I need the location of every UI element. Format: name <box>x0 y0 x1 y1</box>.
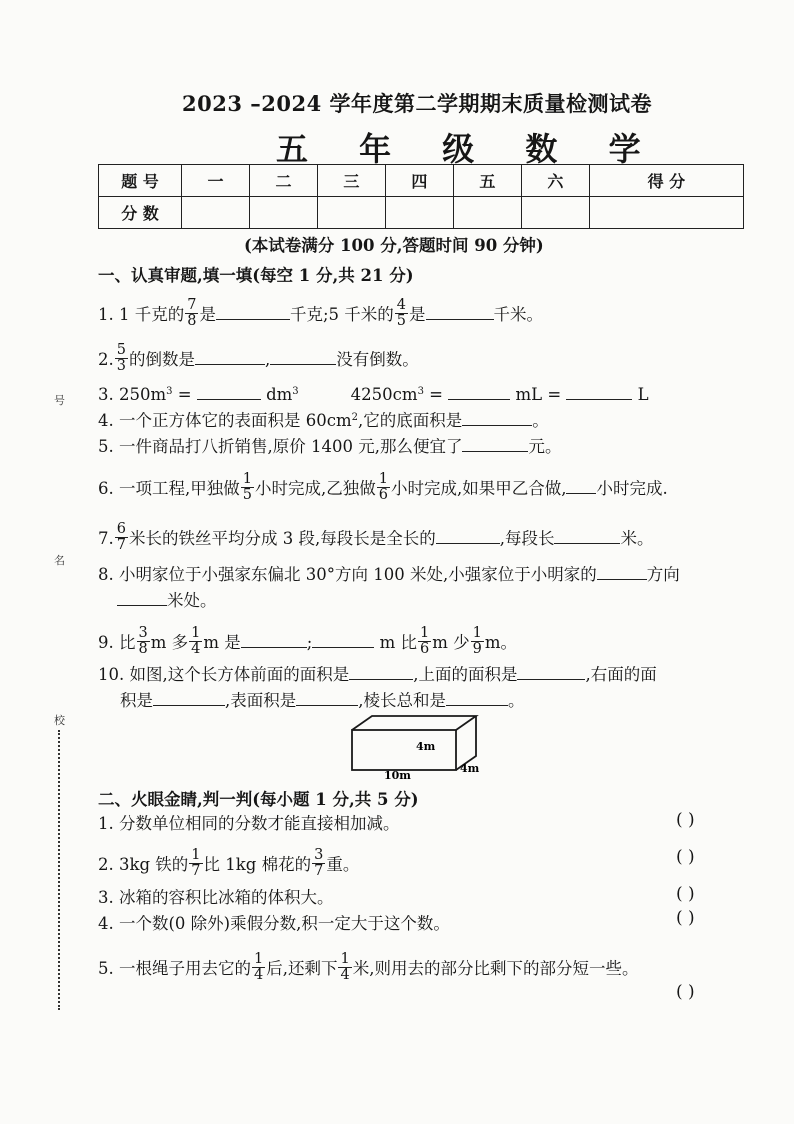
question-6: 6. 一项工程,甲独做 $\frac{1}{5}$ 小时完成,乙独做 $\frac{1}{6}$ 小时完成,如果甲乙合做, 小时完成. <box>98 471 668 503</box>
question-8-line2: 米处。 <box>117 590 217 611</box>
answer-blank[interactable] <box>554 528 620 544</box>
exam-note: (本试卷满分 100 分,答题时间 90 分钟) <box>244 236 544 255</box>
answer-blank[interactable] <box>312 632 374 648</box>
height-label: 4m <box>416 740 436 753</box>
cuboid-figure <box>340 710 500 782</box>
question-1: 1. 1 千克的 $\frac{7}{8}$ 是 千克;5 千米的 $\frac{4}{5}$ 是 千米。 <box>98 297 544 329</box>
table-cell: 得 分 <box>589 165 743 197</box>
depth-label: 4m <box>460 762 480 775</box>
answer-blank[interactable] <box>436 528 500 544</box>
judge-2: 2. 3kg 铁的 $\frac{1}{7}$ 比 1kg 棉花的 $\frac{3}{7}$ 重。 <box>98 847 360 879</box>
question-9: 9. 比 $\frac{3}{8}$ m 多 $\frac{1}{4}$ m 是 ; m 比 $\frac{1}{6}$ m 少 $\frac{1}{9}$ m。 <box>98 625 518 657</box>
answer-blank[interactable] <box>117 590 167 606</box>
judge-1: 1. 分数单位相同的分数才能直接相加减。 <box>98 814 400 833</box>
judge-answer-paren[interactable]: ( ) <box>676 884 695 904</box>
question-7: 7. $\frac{6}{7}$ 米长的铁丝平均分成 3 段,每段长是全长的 ,每段长 米。 <box>98 521 654 553</box>
score-cell[interactable] <box>317 197 385 229</box>
score-cell[interactable] <box>182 197 250 229</box>
margin-mark: 名 <box>54 554 65 567</box>
table-cell: 五 <box>453 165 521 197</box>
judge-answer-paren[interactable]: ( ) <box>676 847 695 867</box>
judge-answer-paren[interactable]: ( ) <box>676 810 695 830</box>
answer-blank[interactable] <box>153 690 225 706</box>
question-5: 5. 一件商品打八折销售,原价 1400 元,那么便宜了 元。 <box>98 437 562 456</box>
question-4: 4. 一个正方体它的表面积是 $60cm^2$,它的底面积是 。 <box>98 411 549 430</box>
judge-answer-paren[interactable]: ( ) <box>676 982 695 1002</box>
length-label: 10m <box>384 769 411 782</box>
answer-blank[interactable] <box>197 384 261 400</box>
question-text: 1. 1 千克的 <box>98 305 185 324</box>
answer-blank[interactable] <box>448 384 510 400</box>
fraction: $\frac{7}{8}$ <box>187 297 197 329</box>
question-8: 8. 小明家位于小强家东偏北 30°方向 100 米处,小强家位于小明家的 方向 <box>98 565 680 584</box>
answer-blank[interactable] <box>517 664 585 680</box>
score-cell[interactable] <box>385 197 453 229</box>
answer-blank[interactable] <box>349 664 413 680</box>
section-heading: 一、认真审题,填一填(每空 1 分,共 21 分) <box>98 266 414 285</box>
fraction: $\frac{3}{8}$ <box>138 625 148 657</box>
table-cell: 分 数 <box>99 197 182 229</box>
fraction: $\frac{1}{5}$ <box>242 471 252 503</box>
question-10-line2: 积是 ,表面积是 ,棱长总和是 。 <box>120 691 525 710</box>
subject-title: 五 年 级 数 学 <box>276 130 661 168</box>
answer-blank[interactable] <box>462 436 528 452</box>
fraction: $\frac{1}{6}$ <box>378 471 388 503</box>
section-heading: 二、火眼金睛,判一判(每小题 1 分,共 5 分) <box>98 790 419 809</box>
judge-5: 5. 一根绳子用去它的 $\frac{1}{4}$ 后,还剩下 $\frac{1}{4}$ 米,则用去的部分比剩下的部分短一些。 <box>98 951 639 983</box>
table-cell: 一 <box>182 165 250 197</box>
judge-3: 3. 冰箱的容积比冰箱的体积大。 <box>98 888 334 907</box>
fraction: $\frac{5}{3}$ <box>116 342 126 374</box>
question-3: 3. $250m^3 = dm^3$ $4250cm^3$ = mL = L <box>98 385 649 404</box>
table-row <box>99 197 744 229</box>
score-cell[interactable] <box>453 197 521 229</box>
question-2: 2. $\frac{5}{3}$ 的倒数是 , 没有倒数。 <box>98 342 419 374</box>
answer-blank[interactable] <box>216 304 290 320</box>
question-10: 10. 如图,这个长方体前面的面积是 ,上面的面积是 ,右面的面 <box>98 665 657 684</box>
judge-4: 4. 一个数(0 除外)乘假分数,积一定大于这个数。 <box>98 914 450 933</box>
margin-mark: 校 <box>54 714 65 727</box>
fraction: $\frac{1}{9}$ <box>472 625 482 657</box>
fraction: $\frac{4}{5}$ <box>396 297 407 329</box>
score-cell[interactable] <box>249 197 317 229</box>
answer-blank[interactable] <box>566 478 596 494</box>
fraction: $\frac{1}{4}$ <box>191 625 201 657</box>
answer-blank[interactable] <box>270 349 336 365</box>
fraction: $\frac{6}{7}$ <box>116 521 126 553</box>
table-cell: 六 <box>521 165 589 197</box>
fraction: $\frac{1}{4}$ <box>340 951 350 983</box>
answer-blank[interactable] <box>597 564 647 580</box>
answer-blank[interactable] <box>426 304 494 320</box>
judge-answer-paren[interactable]: ( ) <box>676 908 695 928</box>
score-cell[interactable] <box>589 197 743 229</box>
fraction: $\frac{1}{6}$ <box>419 625 430 657</box>
table-cell: 三 <box>317 165 385 197</box>
table-cell: 二 <box>249 165 317 197</box>
answer-blank[interactable] <box>296 690 358 706</box>
score-cell[interactable] <box>521 197 589 229</box>
score-table <box>98 164 744 229</box>
answer-blank[interactable] <box>462 410 532 426</box>
table-cell: 题 号 <box>99 165 182 197</box>
margin-mark: 号 <box>54 394 65 407</box>
fraction: $\frac{3}{7}$ <box>314 847 324 879</box>
exam-title: 2023 –2024 学年度第二学期期末质量检测试卷 <box>182 91 653 116</box>
binding-dotted-line <box>58 730 60 1010</box>
answer-blank[interactable] <box>241 632 307 648</box>
table-cell: 四 <box>385 165 453 197</box>
fraction: $\frac{1}{4}$ <box>254 951 264 983</box>
table-row <box>99 165 744 197</box>
fraction: $\frac{1}{7}$ <box>191 847 201 879</box>
answer-blank[interactable] <box>446 690 508 706</box>
answer-blank[interactable] <box>566 384 632 400</box>
answer-blank[interactable] <box>195 349 265 365</box>
